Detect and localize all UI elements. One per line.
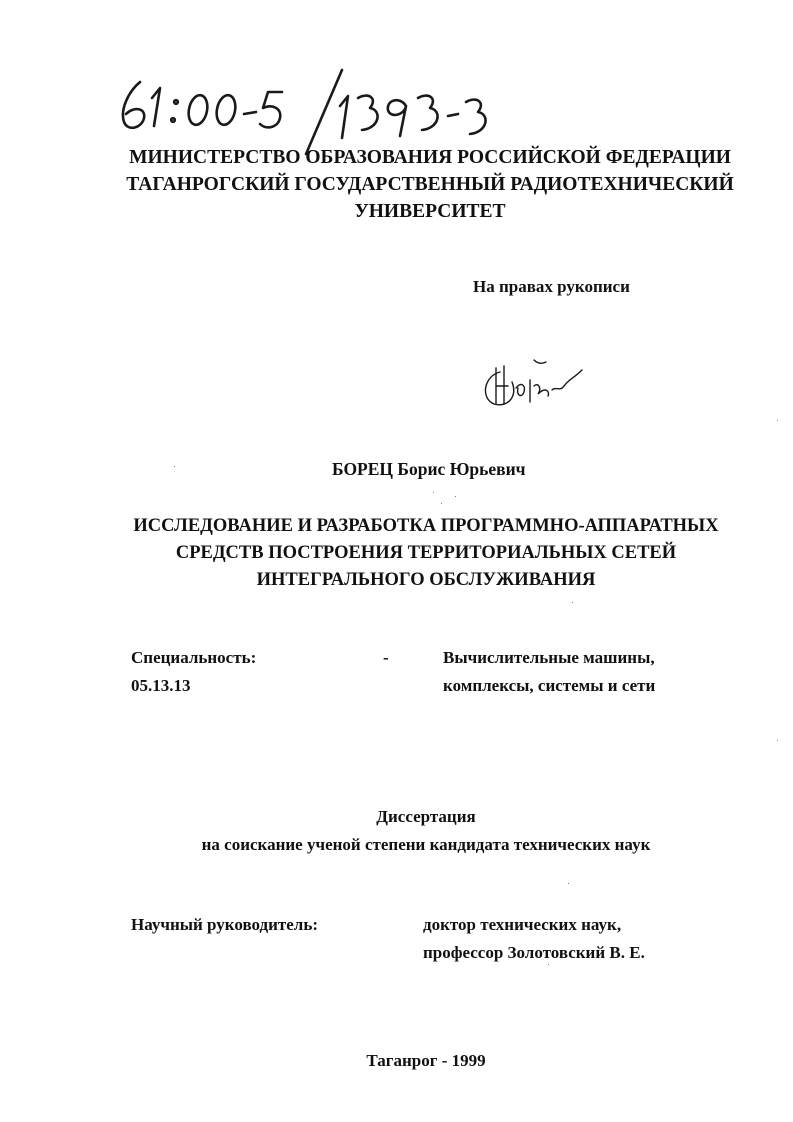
title-line: СРЕДСТВ ПОСТРОЕНИЯ ТЕРРИТОРИАЛЬНЫХ СЕТЕЙ bbox=[175, 543, 677, 563]
specialty-value-line1: Вычислительные машины, bbox=[443, 648, 655, 667]
supervisor-degree: доктор технических наук, bbox=[423, 915, 622, 934]
university-line: ТАГАНРОГСКИЙ ГОСУДАРСТВЕННЫЙ РАДИОТЕХНИЧЕСКИЙ bbox=[126, 174, 734, 195]
supervisor-label: Научный руководитель: bbox=[131, 915, 318, 934]
degree-line: на соискание ученой степени кандидата технических наук bbox=[201, 835, 651, 854]
ministry-line: МИНИСТЕРСТВО ОБРАЗОВАНИЯ РОССИЙСКОЙ ФЕДЕРАЦИИ bbox=[129, 147, 731, 168]
supervisor-name: профессор Золотовский В. Е. bbox=[423, 943, 645, 962]
specialty-dash: - bbox=[383, 648, 389, 667]
scan-speck bbox=[455, 496, 456, 497]
city-year: Таганрог - 1999 bbox=[366, 1051, 486, 1070]
title-line: ИССЛЕДОВАНИЕ И РАЗРАБОТКА ПРОГРАММНО-АППАРАТНЫХ bbox=[133, 516, 719, 536]
scan-speck bbox=[777, 740, 778, 741]
dissertation-label: Диссертация bbox=[376, 807, 476, 826]
scan-speck bbox=[433, 492, 434, 493]
scan-speck bbox=[572, 602, 573, 603]
scan-speck bbox=[441, 503, 442, 504]
handwritten-archive-code bbox=[110, 62, 490, 157]
scan-speck bbox=[548, 964, 549, 965]
specialty-code: 05.13.13 bbox=[131, 676, 191, 695]
specialty-label: Специальность: bbox=[131, 648, 257, 667]
title-line: ИНТЕГРАЛЬНОГО ОБСЛУЖИВАНИЯ bbox=[256, 570, 596, 590]
university-word: УНИВЕРСИТЕТ bbox=[354, 201, 506, 222]
dissertation-title bbox=[96, 513, 756, 594]
author-signature bbox=[478, 358, 588, 413]
scan-speck bbox=[174, 466, 175, 467]
author-name: БОРЕЦ Борис Юрьевич bbox=[332, 459, 526, 479]
specialty-value-line2: комплексы, системы и сети bbox=[443, 676, 656, 695]
scan-speck bbox=[777, 420, 778, 421]
ministry-header bbox=[100, 144, 760, 225]
scan-speck bbox=[568, 883, 569, 884]
rights-note: На правах рукописи bbox=[473, 277, 630, 296]
